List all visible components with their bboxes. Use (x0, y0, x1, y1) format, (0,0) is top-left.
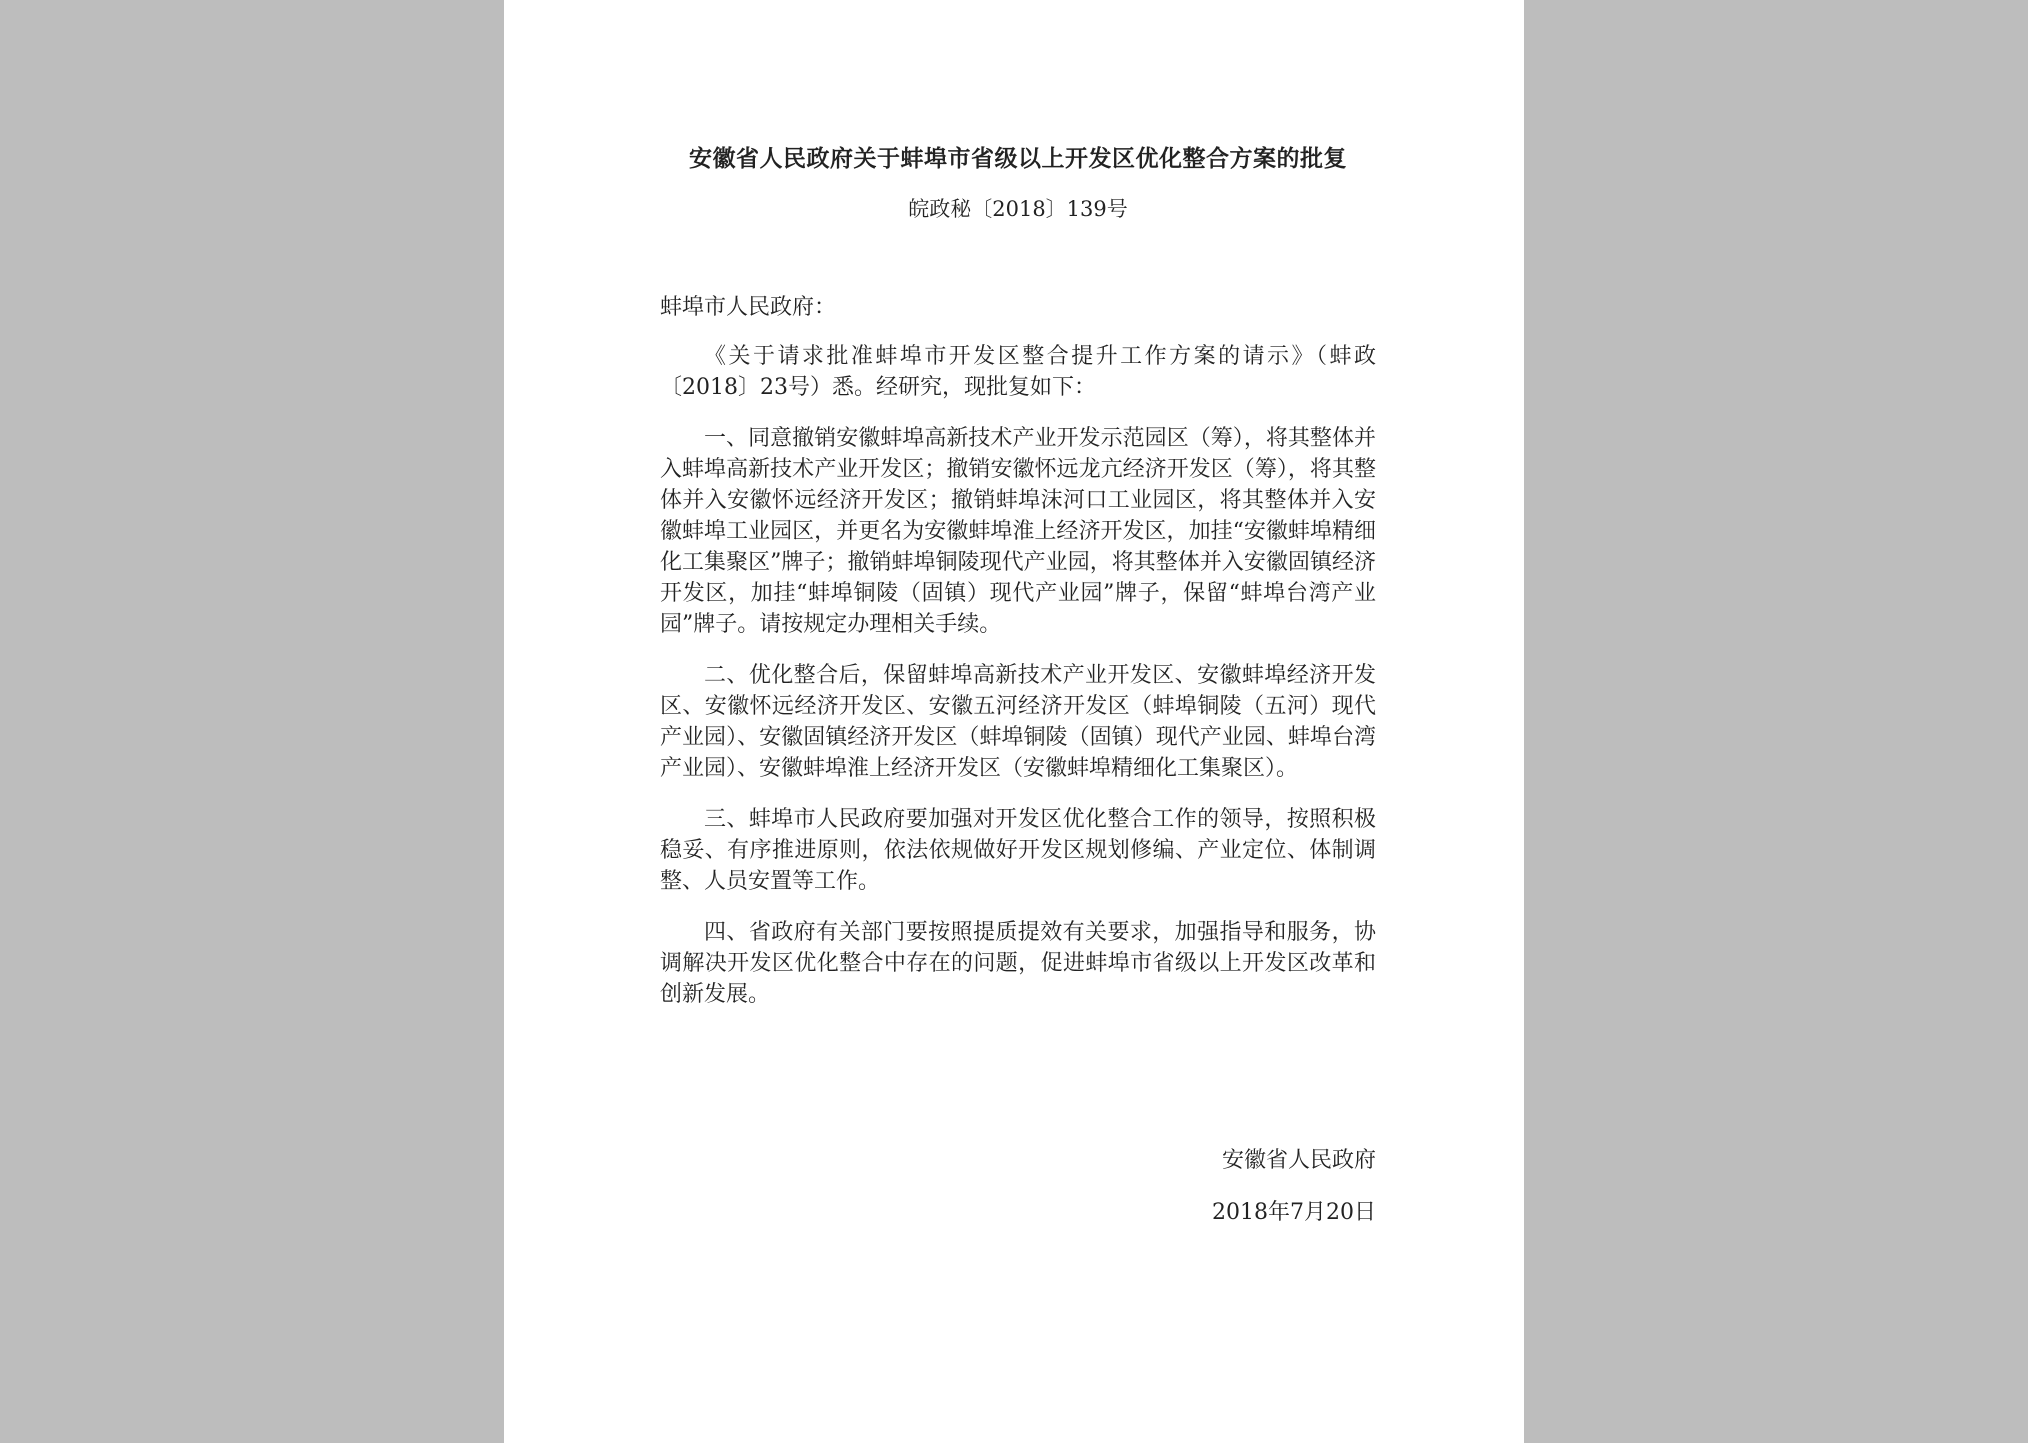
signature-organization: 安徽省人民政府 (1221, 1148, 1376, 1173)
salutation: 蚌埠市人民政府： (660, 295, 837, 320)
paragraph-item-2: 二、优化整合后，保留蚌埠高新技术产业开发区、安徽蚌埠经济开发区、安徽怀远经济开发区、安徽五河经济开发区（蚌埠铜陵（五河）现代产业园）、安徽固镇经济开发区（蚌埠铜陵（固镇）现代产业园、蚌埠台湾产业园）、安徽蚌埠淮上经济开发区（安徽蚌埠精细化工集聚区）。 (660, 663, 1376, 781)
document-page (504, 0, 1524, 1443)
signature-date: 2018年7月20日 (1212, 1200, 1376, 1225)
paragraph-item-4: 四、省政府有关部门要按照提质提效有关要求，加强指导和服务，协调解决开发区优化整合中存在的问题，促进蚌埠市省级以上开发区改革和创新发展。 (660, 920, 1376, 1007)
document-number: 皖政秘〔2018〕139号 (908, 197, 1128, 221)
paragraph-item-3: 三、蚌埠市人民政府要加强对开发区优化整合工作的领导，按照积极稳妥、有序推进原则，依法依规做好开发区规划修编、产业定位、体制调整、人员安置等工作。 (660, 807, 1376, 894)
document-title: 安徽省人民政府关于蚌埠市省级以上开发区优化整合方案的批复 (689, 145, 1347, 172)
paragraph-item-1: 一、同意撤销安徽蚌埠高新技术产业开发示范园区（筹），将其整体并入蚌埠高新技术产业开发区；撤销安徽怀远龙亢经济开发区（筹），将其整体并入安徽怀远经济开发区；撤销蚌埠沫河口工业园区，将其整体并入安徽蚌埠工业园区，并更名为安徽蚌埠淮上经济开发区，加挂“安徽蚌埠精细化工集聚区”牌子；撤销蚌埠铜陵现代产业园，将其整体并入安徽固镇经济开发区，加挂“蚌埠铜陵（固镇）现代产业园”牌子，保留“蚌埠台湾产业园”牌子。请按规定办理相关手续。 (660, 426, 1376, 637)
paragraph-intro: 《关于请求批准蚌埠市开发区整合提升工作方案的请示》（蚌政〔2018〕23号）悉。经研究，现批复如下： (660, 344, 1376, 400)
document-body (660, 292, 1376, 1030)
